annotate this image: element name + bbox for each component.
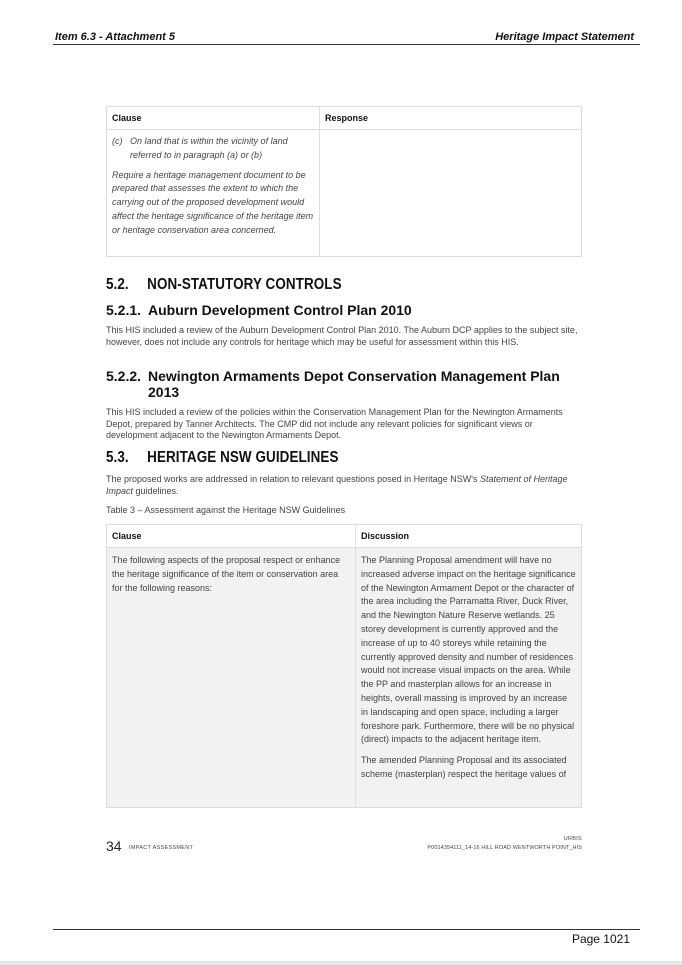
subsection-number: 5.2.1. — [106, 302, 142, 318]
header-item-label: Item 6.3 - Attachment 5 — [55, 31, 176, 43]
page-header — [53, 30, 640, 45]
column-header-clause: Clause — [107, 107, 320, 130]
clause-condition — [112, 135, 314, 163]
section-title: NON-STATUTORY CONTROLS — [147, 276, 342, 293]
table-caption: Table 3 – Assessment against the Heritage NSW Guidelines — [106, 505, 346, 515]
clause-paragraph: Require a heritage management document to be prepared that assesses the extent to which the carrying out of the proposed development would affect the heritage significance of the heritage item or heritage conservation area concerned. — [112, 169, 314, 235]
page-bottom-edge — [0, 961, 682, 965]
paragraph-auburn-dcp: This HIS included a review of the Auburn Development Control Plan 2010. The Auburn DCP applies to the subject site, however, does not include any controls for heritage which may be useful for assessment within this HIS. — [106, 325, 578, 347]
paragraph-newington-cmp: This HIS included a review of the policies within the Conservation Management Plan for the Newington Armaments Depot, prepared by Tanner Architects. The CMP did not include any relevant policies for significant views or development adjacent to the Newington Armaments Depot. — [106, 407, 563, 441]
subsection-heading-5-2-1 — [106, 302, 412, 318]
clause-response-table — [106, 106, 582, 257]
footer-reference: P0014354111_14-16 HILL ROAD WENTWORTH POINT_HIS — [427, 845, 582, 851]
paragraph-text: The proposed works are addressed in relation to relevant questions posed in Heritage NSW's — [106, 474, 478, 484]
subsection-title: Newington Armaments Depot Conservation Management Plan — [148, 368, 560, 384]
discussion-paragraph-1: The Planning Proposal amendment will have no increased adverse impact on the heritage significance of the Newington Armament Depot or the character of the area including the Parramatta River, Duck River, and the Newington Nature Reserve wetlands. 25 storey development is currently approved and the increase of up to 40 storeys while retaining the currently approved density and number of residences would not increase visual impacts on the area. While the PP and masterplan allows for an increase in heights, overall massing is improved by an increase in landscaping and open space, including a larger foreshore park. Furthermore, there will be no physical (direct) impacts to the adjacent heritage item. — [361, 555, 576, 745]
clause-cell — [107, 548, 356, 808]
footer-divider — [53, 929, 640, 930]
section-number: 5.3. — [106, 449, 129, 466]
agenda-page-number: Page 1021 — [571, 932, 630, 946]
clause-cell — [107, 130, 320, 257]
discussion-paragraph-2: The amended Planning Proposal and its associated scheme (masterplan) respect the heritage values of — [361, 755, 567, 779]
table-header-row — [107, 107, 582, 130]
guideline-title: Statement of Heritage Impact — [106, 474, 568, 496]
paragraph-heritage-nsw — [106, 474, 582, 497]
section-title: HERITAGE NSW GUIDELINES — [147, 449, 339, 466]
subsection-number: 5.2.2. — [106, 368, 142, 384]
clause-text: The following aspects of the proposal respect or enhance the heritage significance of the item or conservation area for the following reasons: — [112, 555, 341, 593]
column-header-discussion: Discussion — [356, 525, 582, 548]
subsection-title: Auburn Development Control Plan 2010 — [148, 302, 412, 318]
footer-section-name: IMPACT ASSESSMENT — [129, 845, 194, 851]
section-number: 5.2. — [106, 276, 129, 293]
clause-label: (c) — [112, 136, 123, 146]
document-page-number: 34 — [106, 838, 122, 854]
discussion-cell — [356, 548, 582, 808]
section-heading-5-3 — [106, 449, 339, 467]
footer-brand: URBIS — [563, 836, 582, 842]
subsection-heading-5-2-2 — [106, 368, 576, 400]
table-row — [107, 548, 582, 808]
paragraph-text-end: guidelines. — [135, 485, 179, 496]
table-header-row — [107, 525, 582, 548]
table-row — [107, 130, 582, 257]
column-header-response: Response — [320, 107, 582, 130]
clause-text: On land that is within the vicinity of land referred to in paragraph (a) or (b) — [130, 136, 288, 160]
header-document-title: Heritage Impact Statement — [495, 31, 634, 43]
heritage-guidelines-table — [106, 524, 582, 808]
subsection-title-continued: 2013 — [148, 384, 180, 400]
section-heading-5-2 — [106, 276, 342, 294]
response-cell — [320, 130, 582, 257]
column-header-clause: Clause — [107, 525, 356, 548]
